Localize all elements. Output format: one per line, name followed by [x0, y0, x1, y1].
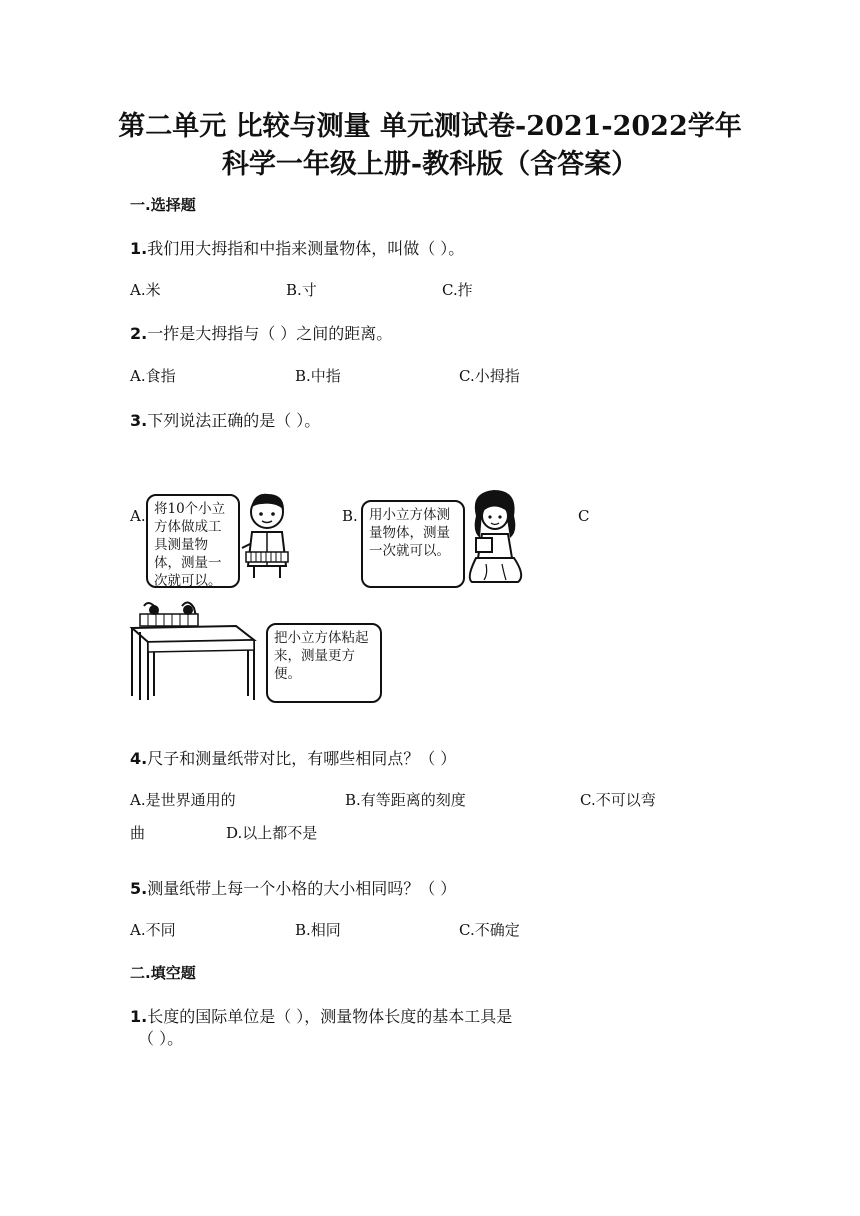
question-text: 一拃是大拇指与（ ）之间的距离。: [147, 324, 393, 343]
q2-option-c: C.小拇指: [459, 367, 520, 385]
section-heading-choice: 一.选择题: [130, 196, 196, 214]
q3-bubble-c: 把小立方体粘起来，测量更方便。: [266, 623, 382, 703]
question-number: 1.: [130, 1007, 148, 1026]
table-illustration: [130, 600, 270, 702]
question-3: [130, 408, 320, 431]
q1-option-c: C.拃: [442, 281, 473, 299]
q1-option-a: A.米: [130, 281, 161, 299]
fill-question-1: [130, 1004, 512, 1027]
question-text: 我们用大拇指和中指来测量物体，叫做（ ）。: [147, 239, 465, 258]
q2-option-b: B.中指: [295, 367, 341, 385]
q4-option-c-continued: 曲: [130, 824, 146, 842]
question-text: 尺子和测量纸带对比，有哪些相同点？（ ）: [147, 749, 457, 768]
q5-option-c: C.不确定: [459, 921, 520, 939]
page-title-line1: 第二单元 比较与测量 单元测试卷-2021-2022学年: [118, 111, 742, 142]
boy-illustration: [232, 488, 302, 580]
question-4: [130, 746, 456, 769]
question-2: [130, 321, 392, 344]
q3-option-b-label: B.: [342, 507, 358, 525]
girl-illustration: [458, 486, 532, 586]
question-number: 2.: [130, 324, 148, 343]
q3-option-a-label: A.: [130, 507, 146, 525]
question-text: 下列说法正确的是（ ）。: [147, 411, 321, 430]
section-heading-fill-blank: 二.填空题: [130, 964, 196, 982]
question-number: 4.: [130, 749, 148, 768]
q5-option-b: B.相同: [295, 921, 341, 939]
q2-option-a: A.食指: [130, 367, 176, 385]
page-title-line2: 科学一年级上册-教科版（含答案）: [221, 149, 639, 180]
question-1: [130, 236, 464, 259]
q4-option-b: B.有等距离的刻度: [345, 791, 466, 809]
q3-option-c-label: C: [578, 507, 590, 525]
question-number: 3.: [130, 411, 148, 430]
fill-question-1-continued: （ ）。: [138, 1029, 184, 1048]
q4-option-c: C.不可以弯: [580, 791, 656, 809]
question-text: 长度的国际单位是（ ），测量物体长度的基本工具是: [147, 1007, 513, 1026]
question-text: 测量纸带上每一个小格的大小相同吗？（ ）: [147, 879, 457, 898]
q4-option-d: D.以上都不是: [226, 824, 318, 842]
question-5: [130, 876, 456, 899]
q5-option-a: A.不同: [130, 921, 176, 939]
q1-option-b: B.寸: [286, 281, 317, 299]
q4-option-a: A.是世界通用的: [130, 791, 236, 809]
q3-bubble-b: 用小立方体测量物体，测量一次就可以。: [361, 500, 465, 588]
q3-bubble-a: 将10个小立方体做成工具测量物体，测量一次就可以。: [146, 494, 240, 588]
question-number: 1.: [130, 239, 148, 258]
question-number: 5.: [130, 879, 148, 898]
